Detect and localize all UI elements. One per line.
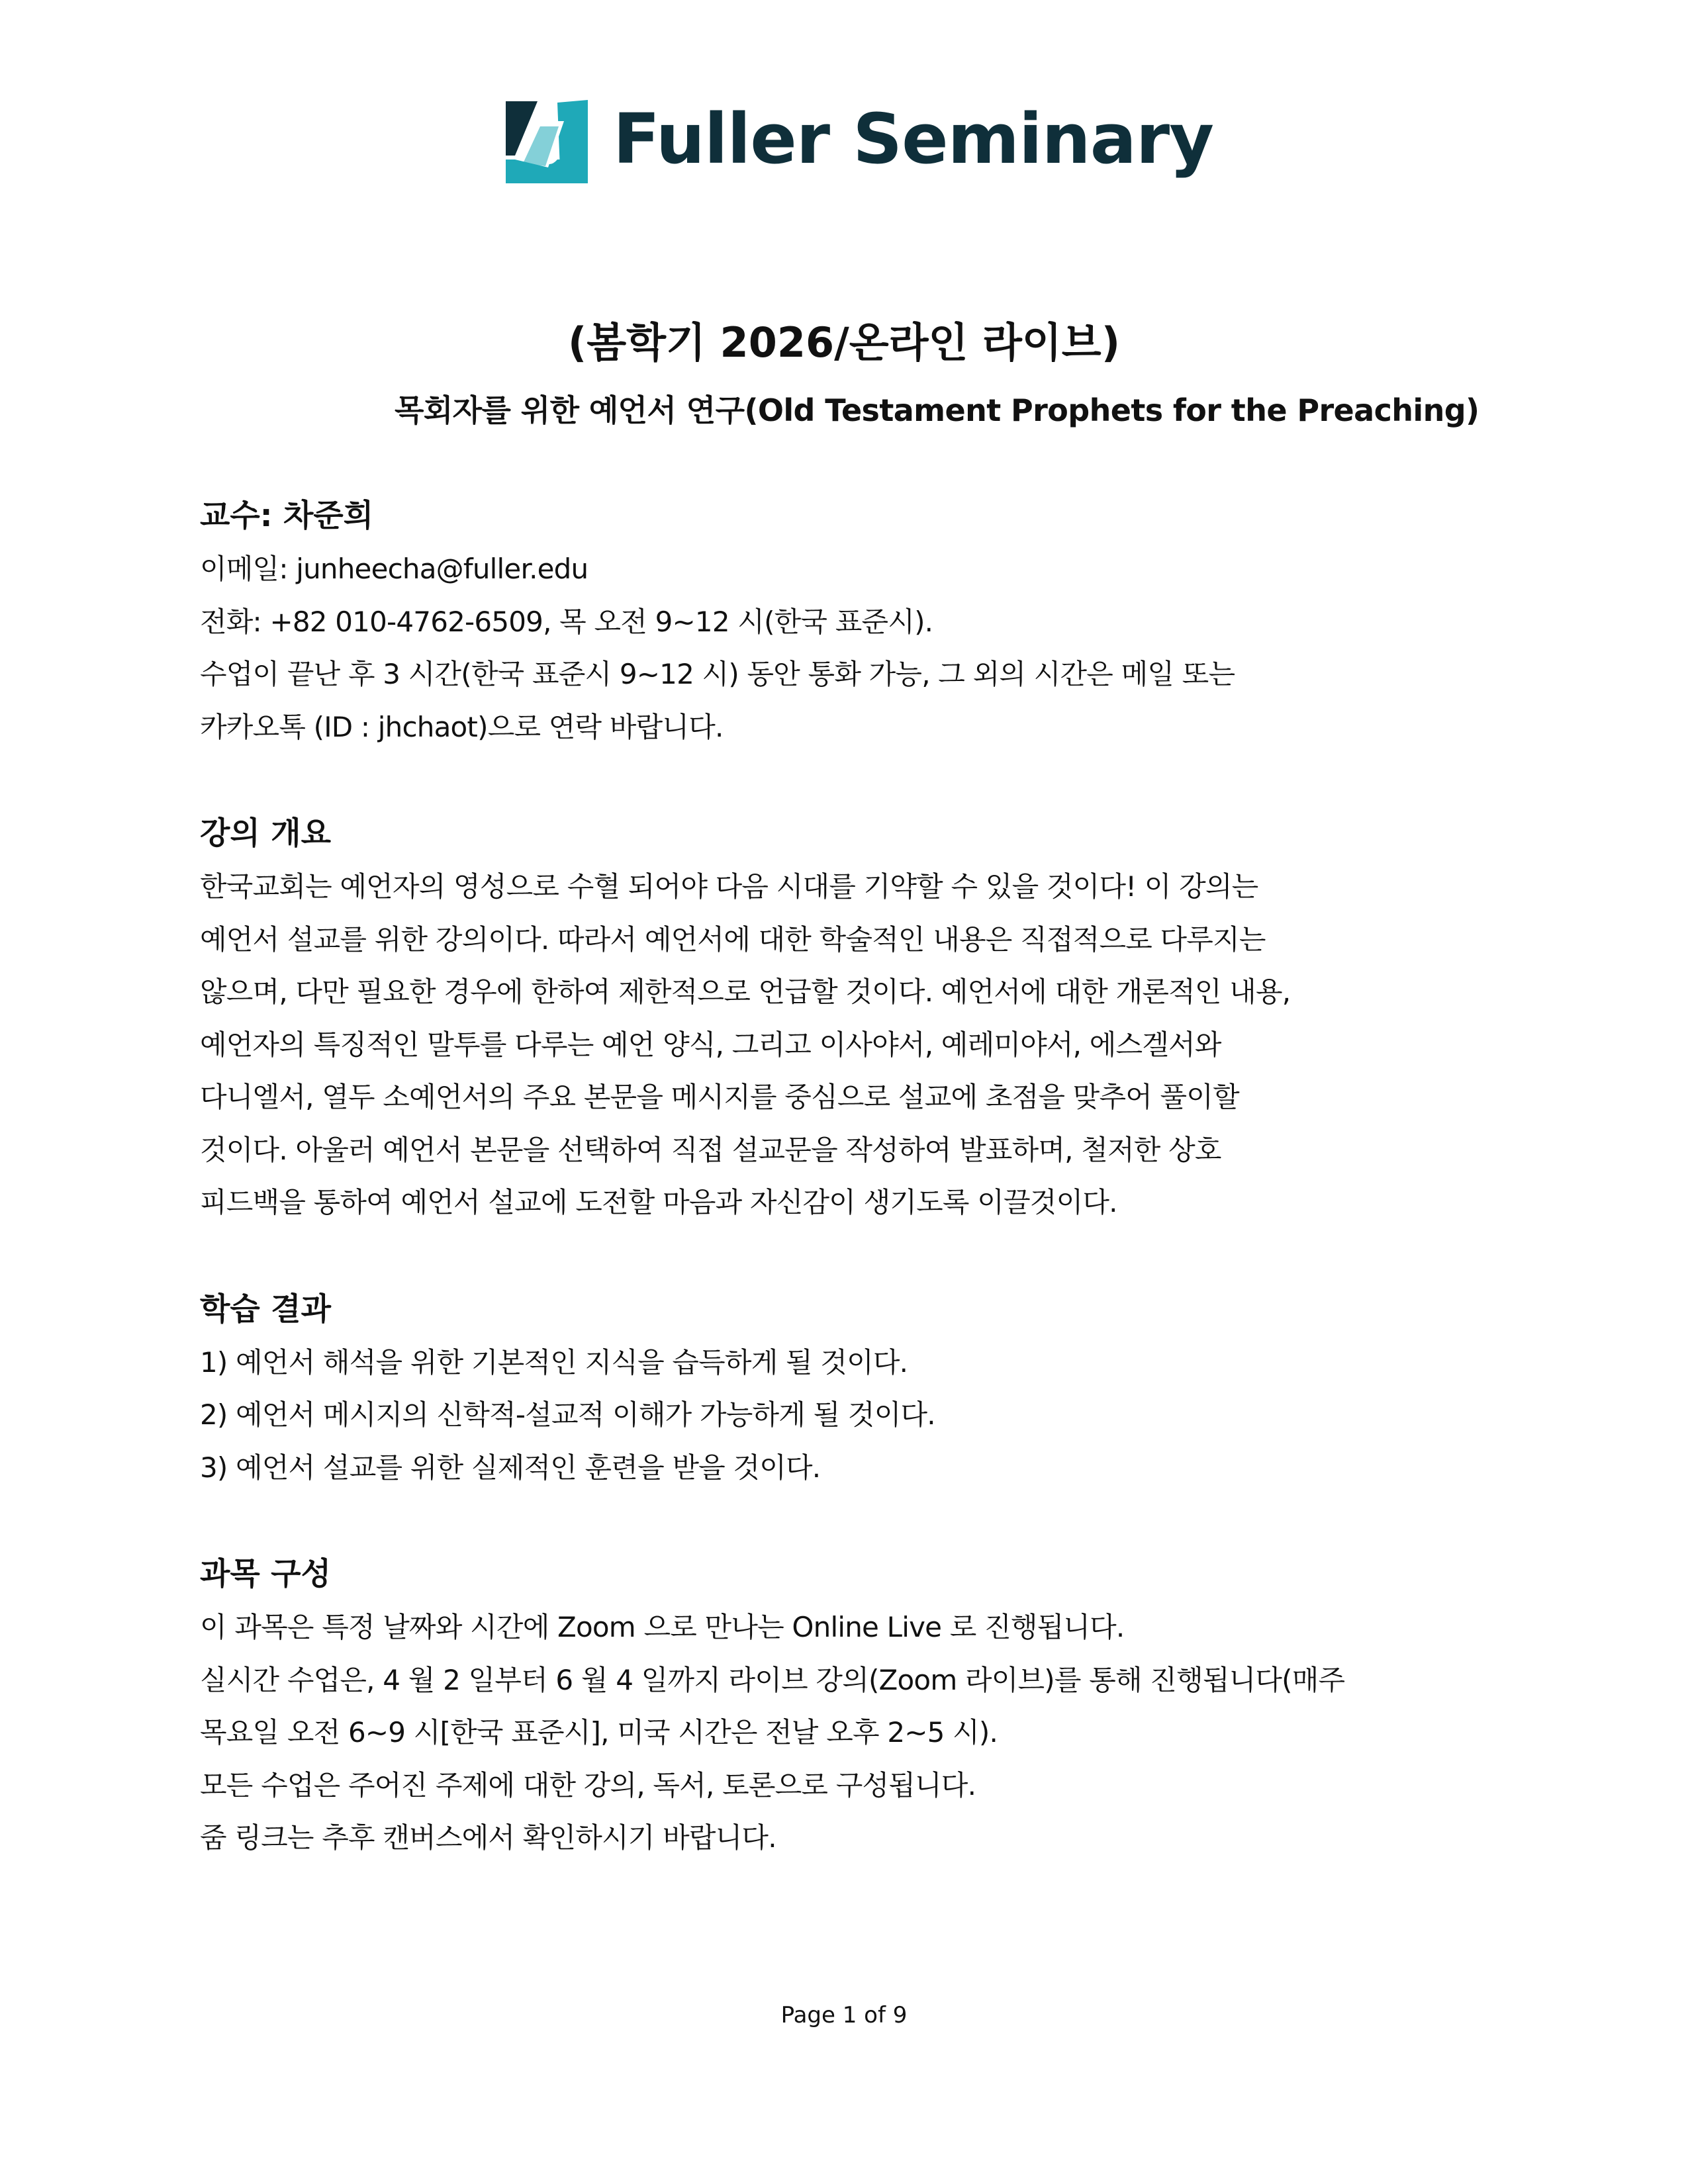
professor-section bbox=[200, 490, 1511, 753]
professor-heading: 교수: 차준희 bbox=[200, 498, 374, 534]
professor-phone: 전화: +82 010-4762-6509, 목 오전 9~12 시(한국 표준시). bbox=[200, 605, 933, 638]
fuller-logo bbox=[503, 93, 1213, 185]
overview-line: 피드백을 통하여 예언서 설교에 도전할 마음과 자신감이 생기도록 이끌것이다. bbox=[200, 1186, 1117, 1218]
structure-line: 실시간 수업은, 4 월 2 일부터 6 월 4 일까지 라이브 강의(Zoom 라이브)를 통해 진행됩니다(매주 bbox=[200, 1663, 1345, 1696]
professor-hours: 수업이 끝난 후 3 시간(한국 표준시 9~12 시) 동안 통화 가능, 그 외의 시간은 메일 또는 bbox=[200, 658, 1235, 690]
overview-line: 다니엘서, 열두 소예언서의 주요 본문을 메시지를 중심으로 설교에 초점을 맞추어 풀이할 bbox=[200, 1081, 1239, 1113]
document-body bbox=[200, 490, 1511, 1864]
structure-section bbox=[200, 1548, 1511, 1864]
professor-email: 이메일: junheecha@fuller.edu bbox=[200, 553, 588, 585]
overview-line: 한국교회는 예언자의 영성으로 수혈 되어야 다음 시대를 기약할 수 있을 것이다! 이 강의는 bbox=[200, 870, 1258, 903]
outcomes-heading: 학습 결과 bbox=[200, 1291, 331, 1328]
outcome-item: 1) 예언서 해석을 위한 기본적인 지식을 습득하게 될 것이다. bbox=[200, 1345, 908, 1379]
course-subtitle: 목회자를 위한 예언서 연구(Old Testament Prophets for the Preaching) bbox=[395, 392, 1479, 428]
structure-line: 목요일 오전 6~9 시[한국 표준시], 미국 시간은 전날 오후 2~5 시). bbox=[200, 1716, 998, 1749]
outcome-item: 3) 예언서 설교를 위한 실제적인 훈련을 받을 것이다. bbox=[200, 1451, 821, 1484]
outcome-item: 2) 예언서 메시지의 신학적-설교적 이해가 가능하게 될 것이다. bbox=[200, 1398, 935, 1431]
professor-contact: 카카오톡 (ID : jhchaot)으로 연락 바랍니다. bbox=[200, 710, 724, 743]
structure-heading: 과목 구성 bbox=[200, 1556, 331, 1592]
structure-line: 줌 링크는 추후 캔버스에서 확인하시기 바랍니다. bbox=[200, 1821, 776, 1854]
structure-line: 이 과목은 특정 날짜와 시간에 Zoom 으로 만나는 Online Live 로 진행됩니다. bbox=[200, 1611, 1125, 1643]
page-number: Page 1 of 9 bbox=[780, 2002, 908, 2028]
overview-heading: 강의 개요 bbox=[200, 815, 331, 852]
overview-line: 예언자의 특징적인 말투를 다루는 예언 양식, 그리고 이사야서, 예레미야서, 에스겔서와 bbox=[200, 1028, 1221, 1061]
structure-line: 모든 수업은 주어진 주제에 대한 강의, 독서, 토론으로 구성됩니다. bbox=[200, 1768, 976, 1801]
page-title: (봄학기 2026/온라인 라이브) bbox=[567, 318, 1121, 367]
outcomes-section bbox=[200, 1283, 1511, 1494]
logo-wordmark: Fuller Seminary bbox=[613, 99, 1213, 179]
overview-line: 않으며, 다만 필요한 경우에 한하여 제한적으로 언급할 것이다. 예언서에 대한 개론적인 내용, bbox=[200, 976, 1291, 1008]
overview-line: 예언서 설교를 위한 강의이다. 따라서 예언서에 대한 학술적인 내용은 직접적으로 다루지는 bbox=[200, 923, 1266, 956]
book-logo-icon bbox=[503, 95, 590, 183]
overview-section bbox=[200, 807, 1511, 1229]
overview-line: 것이다. 아울러 예언서 본문을 선택하여 직접 설교문을 작성하여 발표하며, 철저한 상호 bbox=[200, 1133, 1221, 1166]
